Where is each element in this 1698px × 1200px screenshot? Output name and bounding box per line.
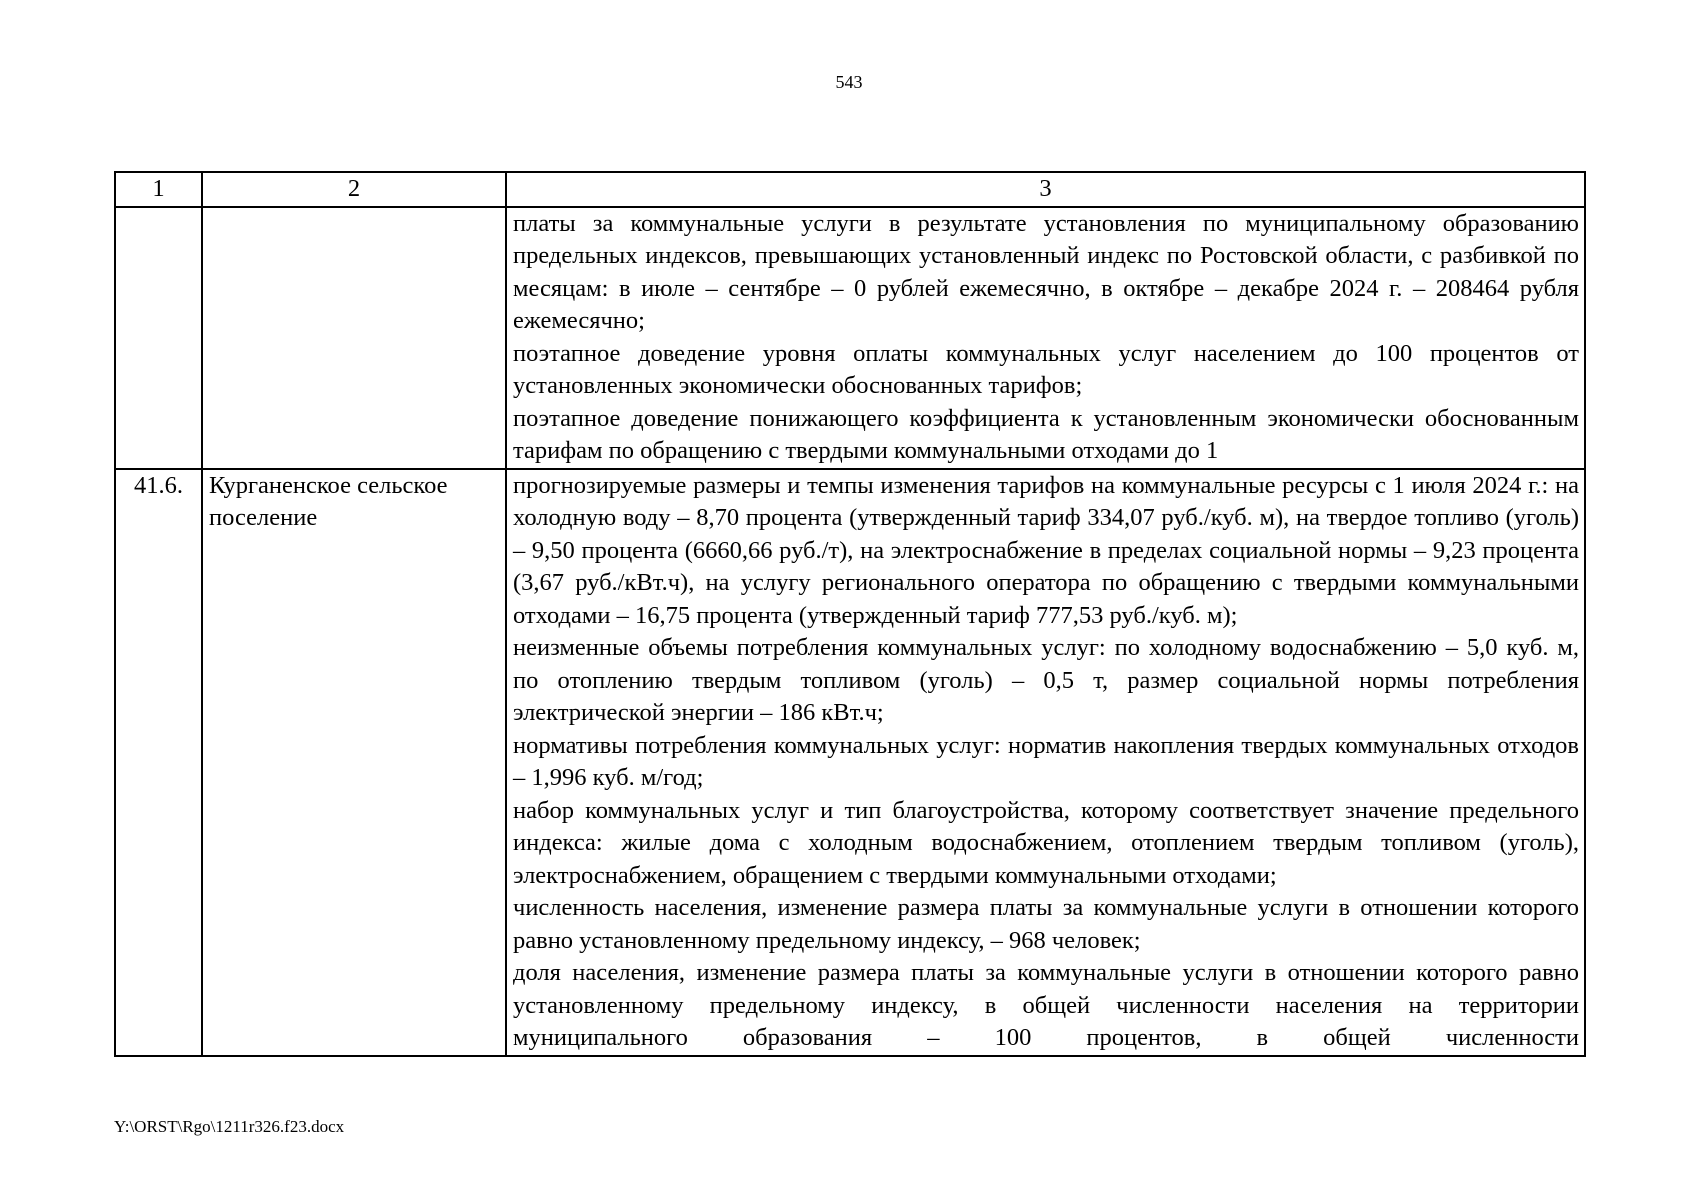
page-number: 543 xyxy=(835,72,863,92)
table-header-row xyxy=(115,172,1585,207)
column-header-3: 3 xyxy=(506,172,1585,207)
column-header-2: 2 xyxy=(202,172,506,207)
document-table xyxy=(114,171,1586,1057)
municipality-name-cell: Курганенское сельское поселение xyxy=(202,469,506,1056)
paragraph: неизменные объемы потребления коммунальных услуг: по холодному водоснабжению – 5,0 куб. м, по отоплению твердым топливом (уголь) – 0,5 т, размер социальной нормы потребления электрической энергии – 186 кВт.ч; xyxy=(513,634,1579,726)
paragraph: поэтапное доведение уровня оплаты коммунальных услуг населением до 100 процентов от установленных экономически обоснованных тарифов; xyxy=(513,339,1579,399)
paragraph: набор коммунальных услуг и тип благоустройства, которому соответствует значение предельного индекса: жилые дома с холодным водоснабжением, отоплением твердым топливом (уголь), электроснабжением, обращением с твердыми коммунальными отходами; xyxy=(513,796,1579,889)
paragraph: численность населения, изменение размера платы за коммунальные услуги в отношении которого равно установленному предельному индексу, – 968 человек; xyxy=(513,894,1579,954)
table-row xyxy=(115,207,1585,469)
paragraph: доля населения, изменение размера платы за коммунальные услуги в отношении которого равно установленному предельному индексу, в общей численности населения на территории муниципального образования – 100 процентов, в общей численности xyxy=(513,959,1579,1051)
description-cell xyxy=(506,469,1585,1056)
paragraph: прогнозируемые размеры и темпы изменения тарифов на коммунальные ресурсы с 1 июля 2024 г.: на холодную воду – 8,70 процента (утвержденный тариф 334,07 руб./куб. м), на твердое топливо (уголь) – 9,50 процента (6660,66 руб./т), на электроснабжение в пределах социальной нормы – 9,23 процента (3,67 руб./кВт.ч), на услугу регионального оператора по обращению с твердыми коммунальными отходами – 16,75 процента (утвержденный тариф 777,53 руб./куб. м); xyxy=(513,471,1579,629)
municipality-name-cell xyxy=(202,207,506,469)
paragraph: поэтапное доведение понижающего коэффициента к установленным экономически обоснованным тарифам по обращению с твердыми коммунальными отходами до 1 xyxy=(513,404,1579,464)
paragraph: платы за коммунальные услуги в результате установления по муниципальному образованию предельных индексов, превышающих установленный индекс по Ростовской области, с разбивкой по месяцам: в июле – сентябре – 0 рублей ежемесячно, в октябре – декабре 2024 г. – 208464 рубля ежемесячно; xyxy=(513,209,1579,334)
footer-file-path: Y:\ORST\Rgo\1211r326.f23.docx xyxy=(114,1117,345,1136)
paragraph: нормативы потребления коммунальных услуг: норматив накопления твердых коммунальных отходов – 1,996 куб. м/год; xyxy=(513,731,1579,791)
table-row xyxy=(115,469,1585,1056)
description-cell xyxy=(506,207,1585,469)
column-header-1: 1 xyxy=(115,172,202,207)
row-number-cell xyxy=(115,207,202,469)
row-number-cell: 41.6. xyxy=(115,469,202,1056)
